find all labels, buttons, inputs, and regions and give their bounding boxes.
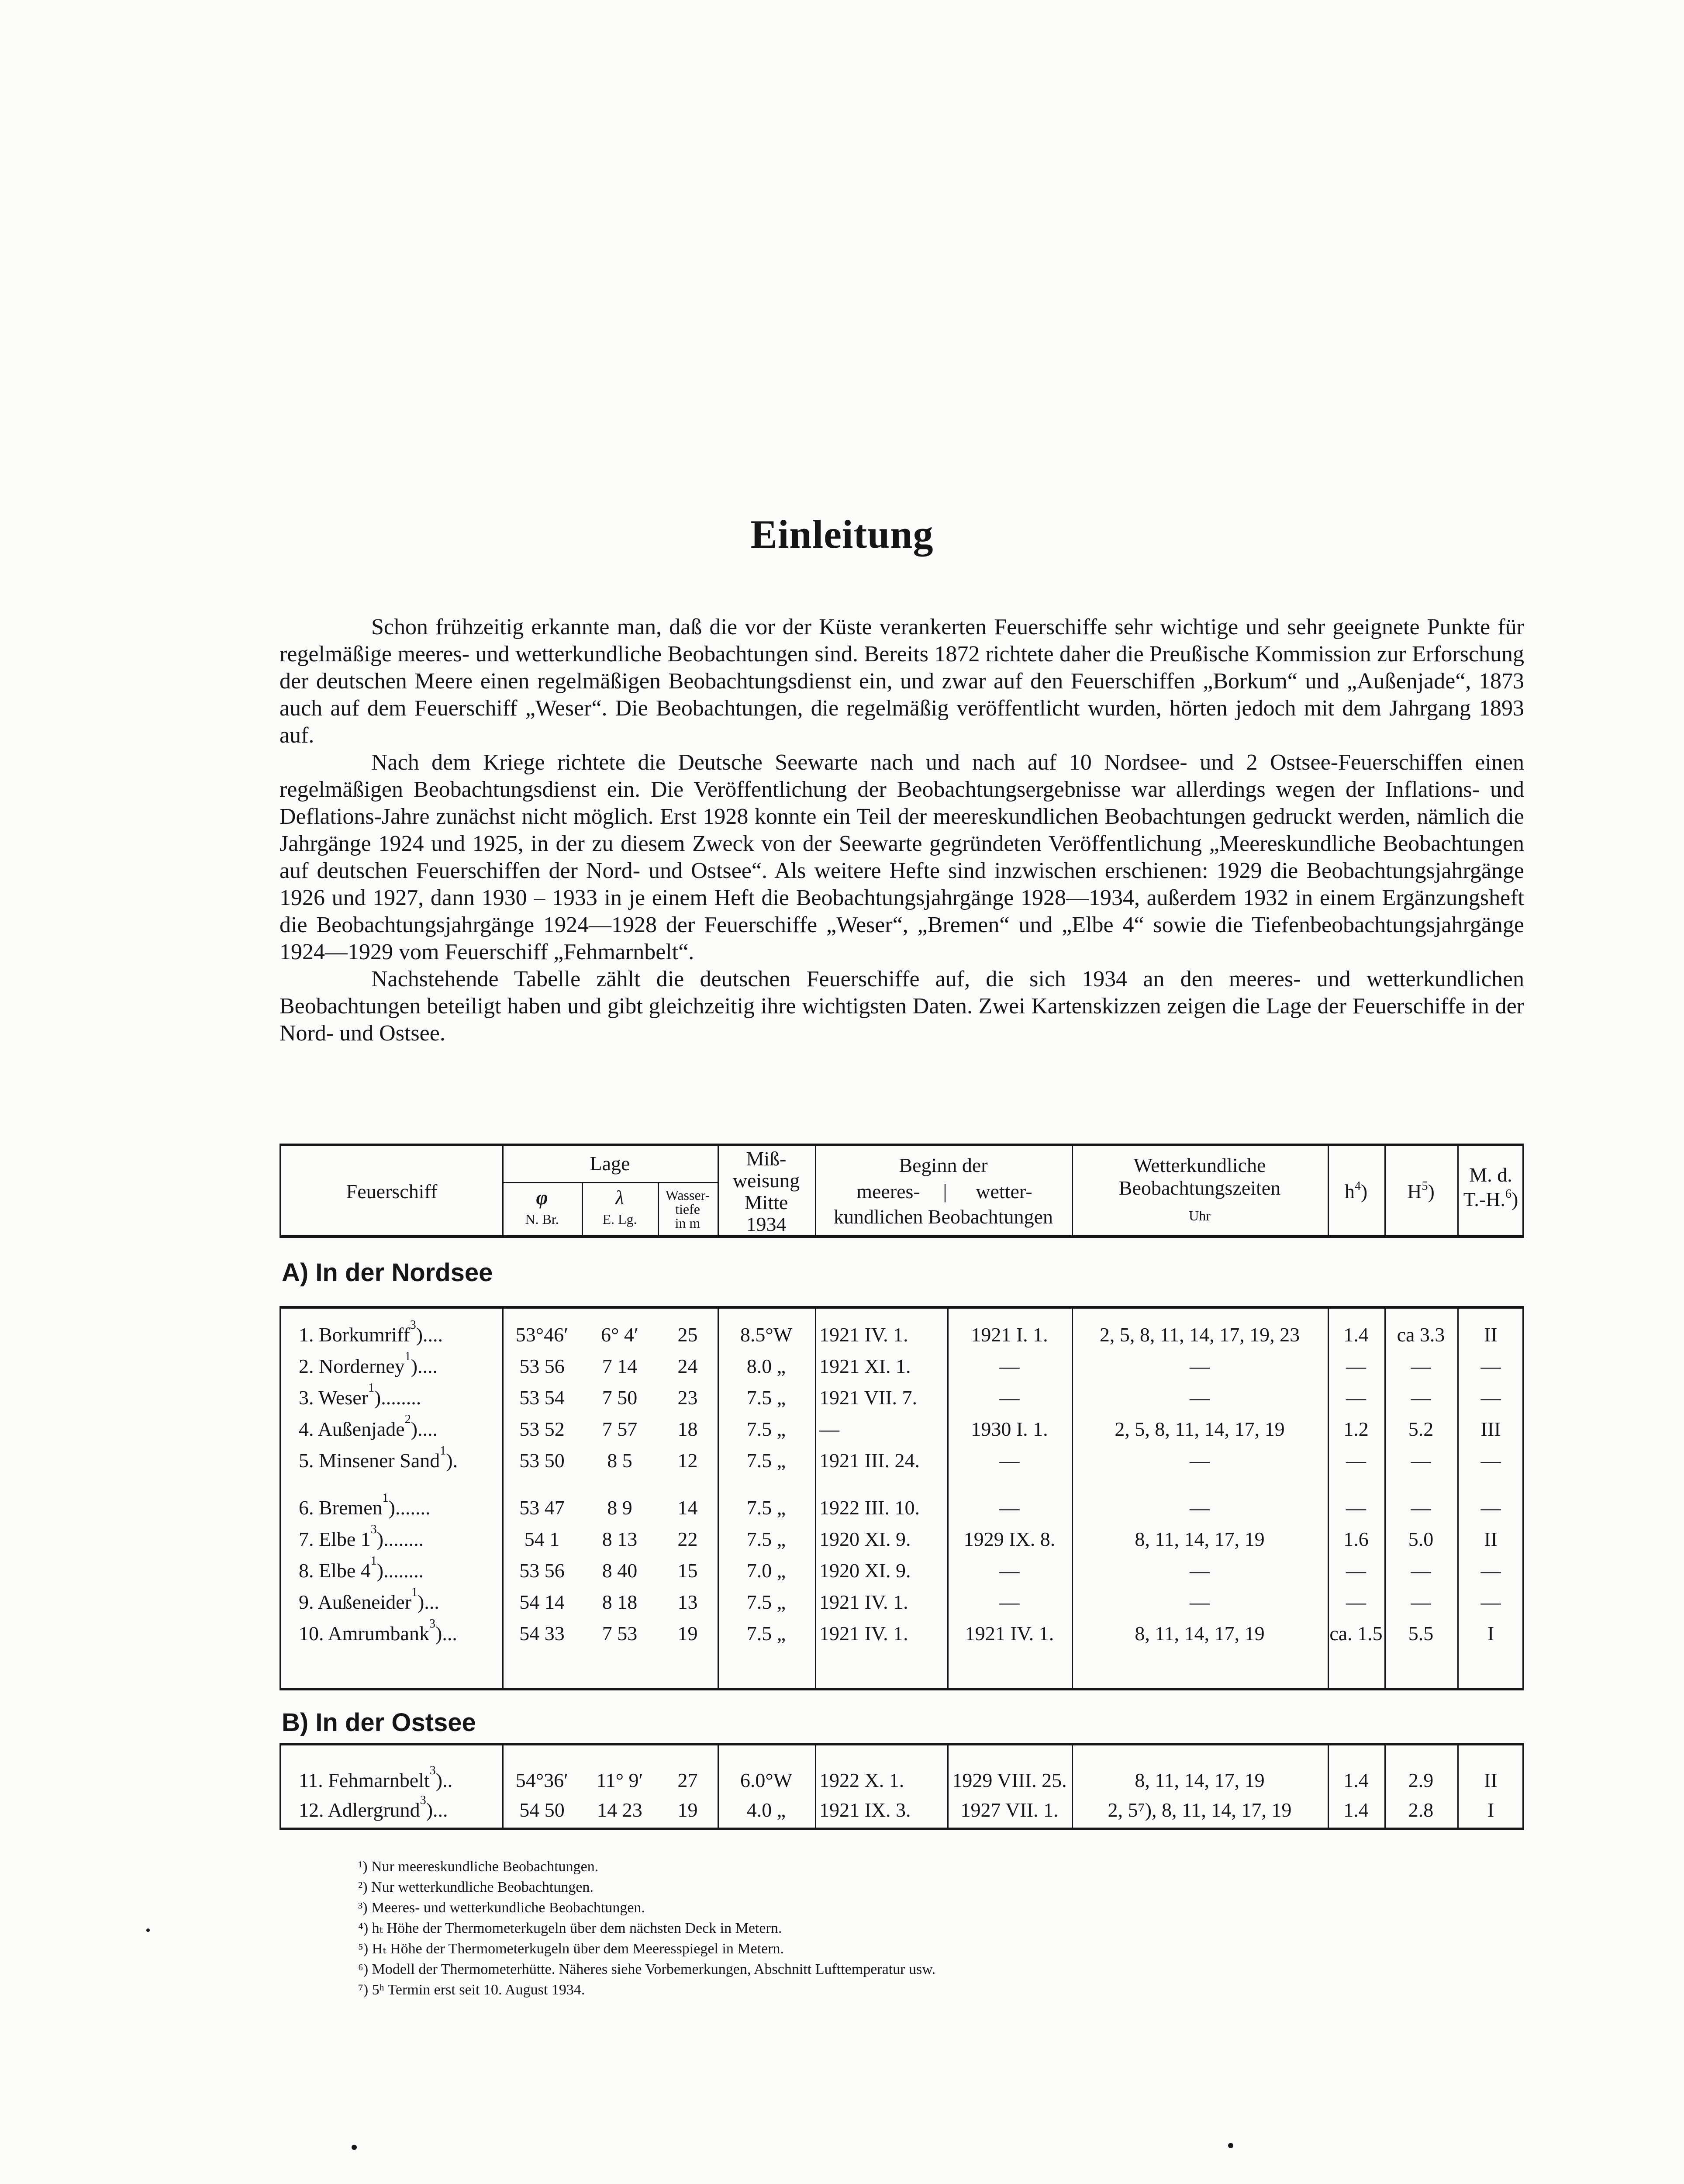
leader-dots: ... bbox=[424, 1591, 439, 1613]
cell-depth: 19 bbox=[677, 1799, 698, 1821]
cell-ht: 1.4 bbox=[1343, 1799, 1369, 1821]
leader-dots: . bbox=[452, 1449, 458, 1472]
footnote-ref: 2 bbox=[404, 1413, 411, 1426]
footnote-ref: 1 bbox=[440, 1444, 446, 1458]
page-title: Einleitung bbox=[750, 512, 934, 556]
cell-ht: 1.4 bbox=[1343, 1769, 1369, 1791]
table-row bbox=[281, 1794, 1522, 1826]
cell-feuerschiff: 4. Außenjade$^2$).... bbox=[299, 1413, 438, 1440]
cell-depth: 24 bbox=[677, 1355, 698, 1377]
cell-wetter: 1921 I. 1. bbox=[971, 1324, 1048, 1346]
cell-wetter: — bbox=[999, 1386, 1020, 1409]
cell-wetter: 1921 IV. 1. bbox=[965, 1622, 1054, 1645]
cell-lam: 8 40 bbox=[602, 1559, 638, 1582]
ship-name: 7. Elbe 1 bbox=[299, 1528, 371, 1550]
header-wassertiefe: Wasser- tiefe in m bbox=[665, 1187, 710, 1231]
cell-wetter: — bbox=[999, 1355, 1020, 1377]
cell-mw: 7.5 „ bbox=[746, 1528, 786, 1550]
table-row bbox=[281, 1618, 1522, 1649]
cell-phi: 53 52 bbox=[519, 1418, 565, 1440]
ship-name: 9. Außeneider bbox=[299, 1591, 412, 1613]
cell-lam: 7 53 bbox=[602, 1622, 638, 1645]
cell-phi: 54 1 bbox=[524, 1528, 560, 1550]
header-beginn: Beginn der bbox=[899, 1154, 988, 1176]
cell-phi: 53 56 bbox=[519, 1559, 565, 1582]
cell-depth: 13 bbox=[677, 1591, 698, 1613]
cell-meeres: 1921 XI. 1. bbox=[819, 1355, 911, 1377]
header-phi-sub: N. Br. bbox=[525, 1211, 559, 1227]
leader-dots: .... bbox=[423, 1324, 443, 1346]
cell-feuerschiff: 5. Minsener Sand$^1$). bbox=[299, 1444, 458, 1472]
header-md2: T.-H.$^6$) bbox=[1463, 1187, 1518, 1210]
cell-feuerschiff: 10. Amrumbank$^3$)... bbox=[299, 1617, 457, 1645]
section-title-nordsee: A) In der Nordsee bbox=[282, 1258, 493, 1287]
speck-mark bbox=[1228, 2143, 1233, 2148]
leader-dots: ........ bbox=[381, 1386, 421, 1409]
ship-name: 6. Bremen bbox=[299, 1496, 383, 1519]
cell-zeiten: 8, 11, 14, 17, 19 bbox=[1135, 1622, 1265, 1645]
header-phi: φ bbox=[536, 1186, 548, 1209]
header-wetterkundliche: Wetterkundliche Beobachtungszeiten bbox=[1118, 1154, 1281, 1199]
cell-feuerschiff: 3. Weser$^1$)........ bbox=[299, 1381, 421, 1409]
table-row bbox=[281, 1555, 1522, 1586]
cell-phi: 53 50 bbox=[519, 1449, 565, 1472]
speck-mark bbox=[146, 1928, 150, 1932]
header-lage: Lage bbox=[590, 1152, 630, 1175]
cell-mw: 4.0 „ bbox=[746, 1799, 786, 1821]
cell-meeres: 1921 IV. 1. bbox=[819, 1591, 908, 1613]
cell-feuerschiff: 11. Fehmarnbelt$^3$).. bbox=[299, 1764, 453, 1791]
cell-mw: 7.5 „ bbox=[746, 1622, 786, 1645]
cell-feuerschiff: 2. Norderney$^1$).... bbox=[299, 1350, 438, 1377]
cell-zeiten: 2, 5, 8, 11, 14, 17, 19, 23 bbox=[1099, 1324, 1300, 1346]
cell-lam: 8 9 bbox=[607, 1496, 632, 1519]
cell-depth: 23 bbox=[677, 1386, 698, 1409]
cell-depth: 19 bbox=[677, 1622, 698, 1645]
cell-ht: 1.2 bbox=[1343, 1418, 1369, 1440]
cell-meeres: 1921 III. 24. bbox=[819, 1449, 920, 1472]
header-md: M. d. bbox=[1469, 1164, 1512, 1186]
leader-dots: ....... bbox=[395, 1496, 431, 1519]
cell-phi: 54°36′ bbox=[515, 1769, 569, 1791]
cell-md: — bbox=[1480, 1386, 1501, 1409]
cell-ht: ca. 1.5 bbox=[1329, 1622, 1383, 1645]
cell-zeiten: 8, 11, 14, 17, 19 bbox=[1135, 1769, 1265, 1791]
cell-mw: 7.5 „ bbox=[746, 1496, 786, 1519]
cell-depth: 22 bbox=[677, 1528, 698, 1550]
cell-lam: 6° 4′ bbox=[601, 1324, 638, 1346]
table-nordsee bbox=[280, 1306, 1524, 1690]
cell-ht: — bbox=[1346, 1591, 1366, 1613]
footnote-ref: 3 bbox=[410, 1318, 416, 1332]
cell-ht: 2.8 bbox=[1408, 1799, 1434, 1821]
footnote-ref: 1 bbox=[411, 1586, 418, 1599]
cell-ht: — bbox=[1346, 1559, 1366, 1582]
ship-name: 11. Fehmarnbelt bbox=[299, 1769, 430, 1791]
cell-ht: — bbox=[1346, 1355, 1366, 1377]
cell-phi: 54 33 bbox=[519, 1622, 565, 1645]
cell-lam: 7 14 bbox=[602, 1355, 638, 1377]
header-lambda: λ bbox=[615, 1186, 624, 1209]
cell-depth: 14 bbox=[677, 1496, 698, 1519]
footnote-ref: 1 bbox=[404, 1350, 411, 1363]
cell-wetter: 1930 I. 1. bbox=[971, 1418, 1048, 1440]
cell-zeiten: — bbox=[1190, 1591, 1210, 1613]
cell-zeiten: 8, 11, 14, 17, 19 bbox=[1135, 1528, 1265, 1550]
cell-wetter: 1929 VIII. 25. bbox=[952, 1769, 1067, 1791]
cell-wetter: — bbox=[999, 1591, 1020, 1613]
cell-lam: 8 5 bbox=[607, 1449, 632, 1472]
cell-md: II bbox=[1484, 1769, 1498, 1791]
ship-name: 12. Adlergrund bbox=[299, 1799, 420, 1821]
header-lambda-sub: E. Lg. bbox=[602, 1211, 637, 1227]
leader-dots: ........ bbox=[383, 1559, 424, 1582]
cell-ht: — bbox=[1346, 1386, 1366, 1409]
footnote: ³) Meeres- und wetterkundliche Beobachtungen. bbox=[358, 1900, 645, 1916]
table-row bbox=[281, 1765, 1522, 1796]
header-uhr: Uhr bbox=[1189, 1208, 1211, 1223]
cell-depth: 27 bbox=[677, 1769, 698, 1791]
footnote-ref: 3 bbox=[420, 1794, 426, 1807]
header-Ht: $H^5$) bbox=[1407, 1179, 1435, 1203]
section-title-ostsee: B) In der Ostsee bbox=[282, 1708, 476, 1737]
cell-ht: 5.5 bbox=[1408, 1622, 1434, 1645]
cell-ht: — bbox=[1411, 1449, 1431, 1472]
ship-name: 10. Amrumbank bbox=[299, 1622, 429, 1645]
cell-md: — bbox=[1480, 1559, 1501, 1582]
table-header: Feuerschiff Lage φ N. Br. λ E. Lg. Wasser- tiefe in m Miß- weisung Mitte 1934 Beginn der meeres- | wetter- kundlichen Beobachtungen Wetterkundliche Beobachtungszeiten Uhr $h^4$) $H^5$) M. d. T.-H.$^6$) bbox=[280, 1144, 1524, 1238]
table-ostsee bbox=[280, 1743, 1524, 1830]
table-row bbox=[281, 1445, 1522, 1476]
ship-name: 1. Borkumriff bbox=[299, 1324, 410, 1346]
cell-mw: 7.5 „ bbox=[746, 1591, 786, 1613]
cell-zeiten: 2, 5⁷), 8, 11, 14, 17, 19 bbox=[1108, 1799, 1292, 1821]
cell-meeres: 1921 VII. 7. bbox=[819, 1386, 918, 1409]
leader-dots: .. bbox=[442, 1769, 453, 1791]
cell-feuerschiff: 8. Elbe $4^1$)........ bbox=[299, 1554, 424, 1582]
intro-text bbox=[280, 614, 1524, 1047]
table-row bbox=[281, 1413, 1522, 1445]
cell-ht: — bbox=[1346, 1449, 1366, 1472]
cell-zeiten: — bbox=[1190, 1449, 1210, 1472]
table-row bbox=[281, 1351, 1522, 1382]
ship-name: 5. Minsener Sand bbox=[299, 1449, 440, 1472]
cell-lam: 7 57 bbox=[602, 1418, 638, 1440]
ship-name: 2. Norderney bbox=[299, 1355, 405, 1377]
cell-ht: — bbox=[1411, 1386, 1431, 1409]
table-row bbox=[281, 1586, 1522, 1618]
cell-md: III bbox=[1480, 1418, 1501, 1440]
cell-meeres: 1922 III. 10. bbox=[819, 1496, 920, 1519]
cell-depth: 25 bbox=[677, 1324, 698, 1346]
cell-ht: — bbox=[1411, 1591, 1431, 1613]
footnote: ⁶) Modell der Thermometerhütte. Näheres siehe Vorbemerkungen, Abschnitt Lufttemperatur usw. bbox=[358, 1961, 936, 1977]
cell-ht: 1.6 bbox=[1343, 1528, 1369, 1550]
table-row bbox=[281, 1382, 1522, 1413]
header-feuerschiff: Feuerschiff bbox=[346, 1180, 438, 1203]
cell-md: II bbox=[1484, 1324, 1498, 1346]
cell-phi: 53 54 bbox=[519, 1386, 565, 1409]
cell-mw: 8.5°W bbox=[740, 1324, 793, 1346]
table-row bbox=[281, 1319, 1522, 1351]
cell-meeres: 1921 IV. 1. bbox=[819, 1622, 908, 1645]
header-wetter: wetter- bbox=[976, 1180, 1032, 1203]
header-ht: $h^4$) bbox=[1344, 1179, 1368, 1203]
footnote: ¹) Nur meereskundliche Beobachtungen. bbox=[358, 1859, 599, 1875]
cell-md: — bbox=[1480, 1449, 1501, 1472]
cell-feuerschiff: 12. Adlergrund$^3$)... bbox=[299, 1794, 448, 1821]
cell-meeres: — bbox=[819, 1418, 839, 1440]
footnote-ref: 3 bbox=[429, 1617, 435, 1631]
cell-md: — bbox=[1480, 1591, 1501, 1613]
cell-zeiten: — bbox=[1190, 1496, 1210, 1519]
intro-paragraph: Nachstehende Tabelle zählt die deutschen Feuerschiffe auf, die sich 1934 an den meeres- und wetterkundlichen Beobachtungen beteiligt haben und gibt gleichzeitig ihre wichtigsten Daten. Zwei Kartenskizzen zeigen die Lage der Feuerschiffe in der Nord- und Ostsee. bbox=[280, 967, 1524, 1046]
cell-wetter: 1927 VII. 1. bbox=[960, 1799, 1059, 1821]
footnote-ref: 3 bbox=[429, 1764, 436, 1777]
leader-dots: .... bbox=[418, 1418, 438, 1440]
leader-dots: .... bbox=[418, 1355, 438, 1377]
footnote: ⁷) 5ʰ Termin erst seit 10. August 1934. bbox=[358, 1982, 585, 1998]
cell-phi: 53 47 bbox=[519, 1496, 565, 1519]
cell-zeiten: — bbox=[1190, 1559, 1210, 1582]
cell-phi: 53 56 bbox=[519, 1355, 565, 1377]
header-meeres: meeres- bbox=[856, 1180, 920, 1203]
cell-md: — bbox=[1480, 1355, 1501, 1377]
cell-mw: 8.0 „ bbox=[746, 1355, 786, 1377]
cell-feuerschiff: 1. Borkumriff$^3$).... bbox=[299, 1318, 443, 1346]
cell-mw: 6.0°W bbox=[740, 1769, 793, 1791]
ship-name: 4. Außenjade bbox=[299, 1418, 405, 1440]
cell-depth: 15 bbox=[677, 1559, 698, 1582]
cell-meeres: 1921 IX. 3. bbox=[819, 1799, 911, 1821]
cell-feuerschiff: 9. Außeneider$^1$)... bbox=[299, 1586, 439, 1613]
cell-depth: 12 bbox=[677, 1449, 698, 1472]
cell-meeres: 1920 XI. 9. bbox=[819, 1528, 911, 1550]
leader-dots: ... bbox=[433, 1799, 448, 1821]
cell-feuerschiff: 7. Elbe $1^3$)........ bbox=[299, 1523, 424, 1550]
cell-lam: 8 18 bbox=[602, 1591, 638, 1613]
cell-mw: 7.5 „ bbox=[746, 1449, 786, 1472]
footnote: ²) Nur wetterkundliche Beobachtungen. bbox=[358, 1879, 594, 1895]
cell-feuerschiff: 6. Bremen$^1$)....... bbox=[299, 1491, 431, 1519]
cell-depth: 18 bbox=[677, 1418, 698, 1440]
leader-dots: ........ bbox=[383, 1528, 424, 1550]
cell-md: I bbox=[1487, 1799, 1494, 1821]
cell-lam: 11° 9′ bbox=[596, 1769, 643, 1791]
cell-phi: 53°46′ bbox=[515, 1324, 569, 1346]
cell-ht: — bbox=[1411, 1496, 1431, 1519]
cell-ht: — bbox=[1411, 1559, 1431, 1582]
cell-zeiten: 2, 5, 8, 11, 14, 17, 19 bbox=[1115, 1418, 1285, 1440]
cell-meeres: 1922 X. 1. bbox=[819, 1769, 904, 1791]
cell-wetter: — bbox=[999, 1449, 1020, 1472]
cell-md: — bbox=[1480, 1496, 1501, 1519]
cell-lam: 14 23 bbox=[597, 1799, 642, 1821]
cell-ht: ca 3.3 bbox=[1397, 1324, 1445, 1346]
header-missweisung: Miß- weisung Mitte 1934 bbox=[732, 1147, 800, 1235]
leader-dots: ... bbox=[442, 1622, 457, 1645]
ship-name: 8. Elbe 4 bbox=[299, 1559, 371, 1582]
cell-phi: 54 14 bbox=[519, 1591, 565, 1613]
cell-ht: — bbox=[1346, 1496, 1366, 1519]
ship-name: 3. Weser bbox=[299, 1386, 368, 1409]
cell-mw: 7.5 „ bbox=[746, 1418, 786, 1440]
cell-lam: 8 13 bbox=[602, 1528, 638, 1550]
cell-zeiten: — bbox=[1190, 1386, 1210, 1409]
cell-phi: 54 50 bbox=[519, 1799, 565, 1821]
cell-ht: 2.9 bbox=[1408, 1769, 1434, 1791]
cell-ht: 5.2 bbox=[1408, 1418, 1434, 1440]
cell-ht: 1.4 bbox=[1343, 1324, 1369, 1346]
footnote-ref: 1 bbox=[368, 1381, 374, 1395]
header-kundlichen: kundlichen Beobachtungen bbox=[833, 1206, 1053, 1228]
cell-wetter: 1929 IX. 8. bbox=[963, 1528, 1056, 1550]
cell-wetter: — bbox=[999, 1559, 1020, 1582]
cell-meeres: 1921 IV. 1. bbox=[819, 1324, 908, 1346]
cell-mw: 7.0 „ bbox=[746, 1559, 786, 1582]
cell-mw: 7.5 „ bbox=[746, 1386, 786, 1409]
table-row bbox=[281, 1492, 1522, 1524]
footnote-ref: 3 bbox=[370, 1523, 377, 1536]
intro-paragraph: Nach dem Kriege richtete die Deutsche Seewarte nach und nach auf 10 Nordsee- und 2 Ostsee-Feuerschiffen einen regelmäßigen Beobachtungsdienst ein. Die Veröffentlichung der Beobachtungsergebnisse war allerdings wegen der Inflations- und Deflations-Jahre zunächst nicht möglich. Erst 1928 konnte ein Teil der meereskundlichen Beobachtungen gedruckt werden, nämlich die Jahrgänge 1924 und 1925, in der zu diesem Zweck von der Seewarte gegründeten Veröffentlichung „Meereskundliche Beobachtungen auf deutschen Feuerschiffen der Nord- und Ostsee“. Als weitere Hefte sind inzwischen erschienen: 1929 die Beobachtungsjahrgänge 1926 und 1927, dann 1930 – 1933 in je einem Heft die Beobachtungsjahrgänge 1928—1934, außerdem 1932 in einem Ergänzungsheft die Beobachtungsjahrgänge 1924—1928 der Feuerschiffe „Weser“, „Bremen“ und „Elbe 4“ sowie die Tiefenbeobachtungsjahrgänge 1924—1929 vom Feuerschiff „Fehmarnbelt“. bbox=[280, 750, 1524, 964]
footnote: ⁵) Hₜ Höhe der Thermometerkugeln über dem Meeresspiegel in Metern. bbox=[358, 1941, 784, 1957]
speck-mark bbox=[352, 2145, 357, 2150]
cell-meeres: 1920 XI. 9. bbox=[819, 1559, 911, 1582]
intro-paragraph: Schon frühzeitig erkannte man, daß die vor der Küste verankerten Feuerschiffe sehr wichtige und sehr geeignete Punkte für regelmäßige meeres- und wetterkundliche Beobachtungen sind. Bereits 1872 richtete daher die Preußische Kommission zur Erforschung der deutschen Meere einen regelmäßigen Beobachtungsdienst ein, und zwar auf den Feuerschiffen „Borkum“ und „Außenjade“, 1873 auch auf dem Feuerschiff „Weser“. Die Beobachtungen, die regelmäßig veröffentlicht wurden, hörten jedoch mit dem Jahrgang 1893 auf. bbox=[280, 615, 1524, 748]
footnote: ⁴) hₜ Höhe der Thermometerkugeln über dem nächsten Deck in Metern. bbox=[358, 1920, 782, 1936]
cell-md: II bbox=[1484, 1528, 1498, 1550]
cell-ht: 5.0 bbox=[1408, 1528, 1434, 1550]
table-row bbox=[281, 1524, 1522, 1555]
footnotes bbox=[358, 1856, 935, 2000]
cell-ht: — bbox=[1411, 1355, 1431, 1377]
cell-lam: 7 50 bbox=[602, 1386, 638, 1409]
cell-zeiten: — bbox=[1190, 1355, 1210, 1377]
cell-wetter: — bbox=[999, 1496, 1020, 1519]
footnote-ref: 1 bbox=[382, 1491, 389, 1505]
cell-md: I bbox=[1487, 1622, 1494, 1645]
footnote-ref: 1 bbox=[370, 1554, 377, 1568]
